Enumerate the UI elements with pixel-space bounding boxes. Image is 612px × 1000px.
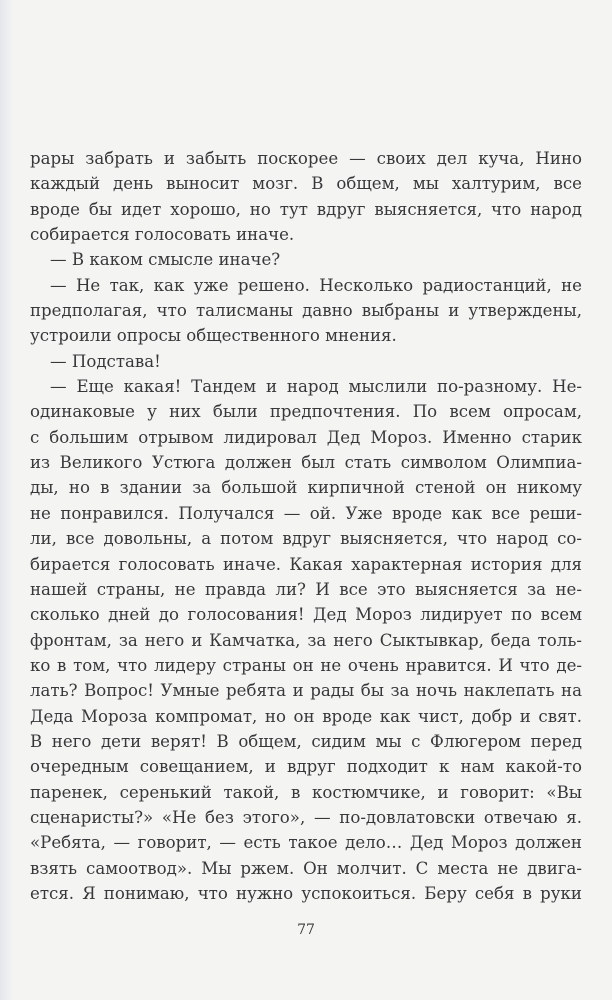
text-line: «Ребята, — говорит, — есть такое дело… Дед Мороз должен (30, 833, 582, 853)
text-line: устроили опросы общественного мнения. (30, 326, 397, 346)
body-text (30, 146, 582, 906)
text-line: не понравился. Получался — ой. Уже вроде как все реши- (30, 503, 582, 523)
page-edge-shadow (0, 0, 14, 1000)
text-line: сценаристы?» «Не без этого», — по-довлатовски отвечаю я. (30, 807, 582, 827)
text-line: — Еще какая! Тандем и народ мыслили по-разному. Не- (50, 377, 582, 397)
text-line: ды, но в здании за большой кирпичной стеной он никому (30, 478, 582, 498)
text-line: — Подстава! (50, 351, 161, 371)
text-line: фронтам, за него и Камчатка, за него Сыктывкар, беда толь- (30, 630, 582, 650)
text-line: ко в том, что лидеру страны он не очень нравится. И что де- (30, 655, 582, 675)
text-line: взять самоотвод». Мы ржем. Он молчит. С места не двига- (30, 858, 582, 878)
text-line: нашей страны, не правда ли? И все это выясняется за не- (30, 579, 582, 599)
text-line: из Великого Устюга должен был стать символом Олимпиа- (30, 453, 582, 473)
text-line: предполагая, что талисманы давно выбраны и утверждены, (30, 301, 582, 321)
text-line: очередным совещанием, и вдруг подходит к нам какой-то (30, 757, 582, 777)
text-line: — Не так, как уже решено. Несколько радиостанций, не (50, 275, 582, 295)
page-number: 77 (297, 922, 315, 938)
text-line: паренек, серенький такой, в костюмчике, и говорит: «Вы (30, 782, 582, 802)
text-line: ли, все довольны, а потом вдруг выясняется, что народ со- (30, 529, 582, 549)
text-line: — В каком смысле иначе? (50, 250, 281, 270)
text-line: одинаковые у них были предпочтения. По всем опросам, (30, 402, 582, 422)
text-line: каждый день выносит мозг. В общем, мы халтурим, все (30, 174, 582, 194)
text-line: вроде бы идет хорошо, но тут вдруг выясняется, что народ (30, 199, 582, 219)
text-line: собирается голосовать иначе. (30, 225, 295, 245)
text-line: Деда Мороза компромат, но он вроде как чист, добр и свят. (30, 706, 582, 726)
text-line: ется. Я понимаю, что нужно успокоиться. Беру себя в руки (30, 883, 582, 903)
text-line: рары забрать и забыть поскорее — своих дел куча, Нино (30, 149, 582, 168)
text-line: В него дети верят! В общем, сидим мы с Флюгером перед (30, 731, 582, 751)
text-line: с большим отрывом лидировал Дед Мороз. Именно старик (30, 427, 582, 447)
text-line: лать? Вопрос! Умные ребята и рады бы за ночь наклепать на (30, 681, 582, 701)
text-line: сколько дней до голосования! Дед Мороз лидирует по всем (30, 605, 582, 625)
text-line: бирается голосовать иначе. Какая характерная история для (30, 554, 582, 574)
